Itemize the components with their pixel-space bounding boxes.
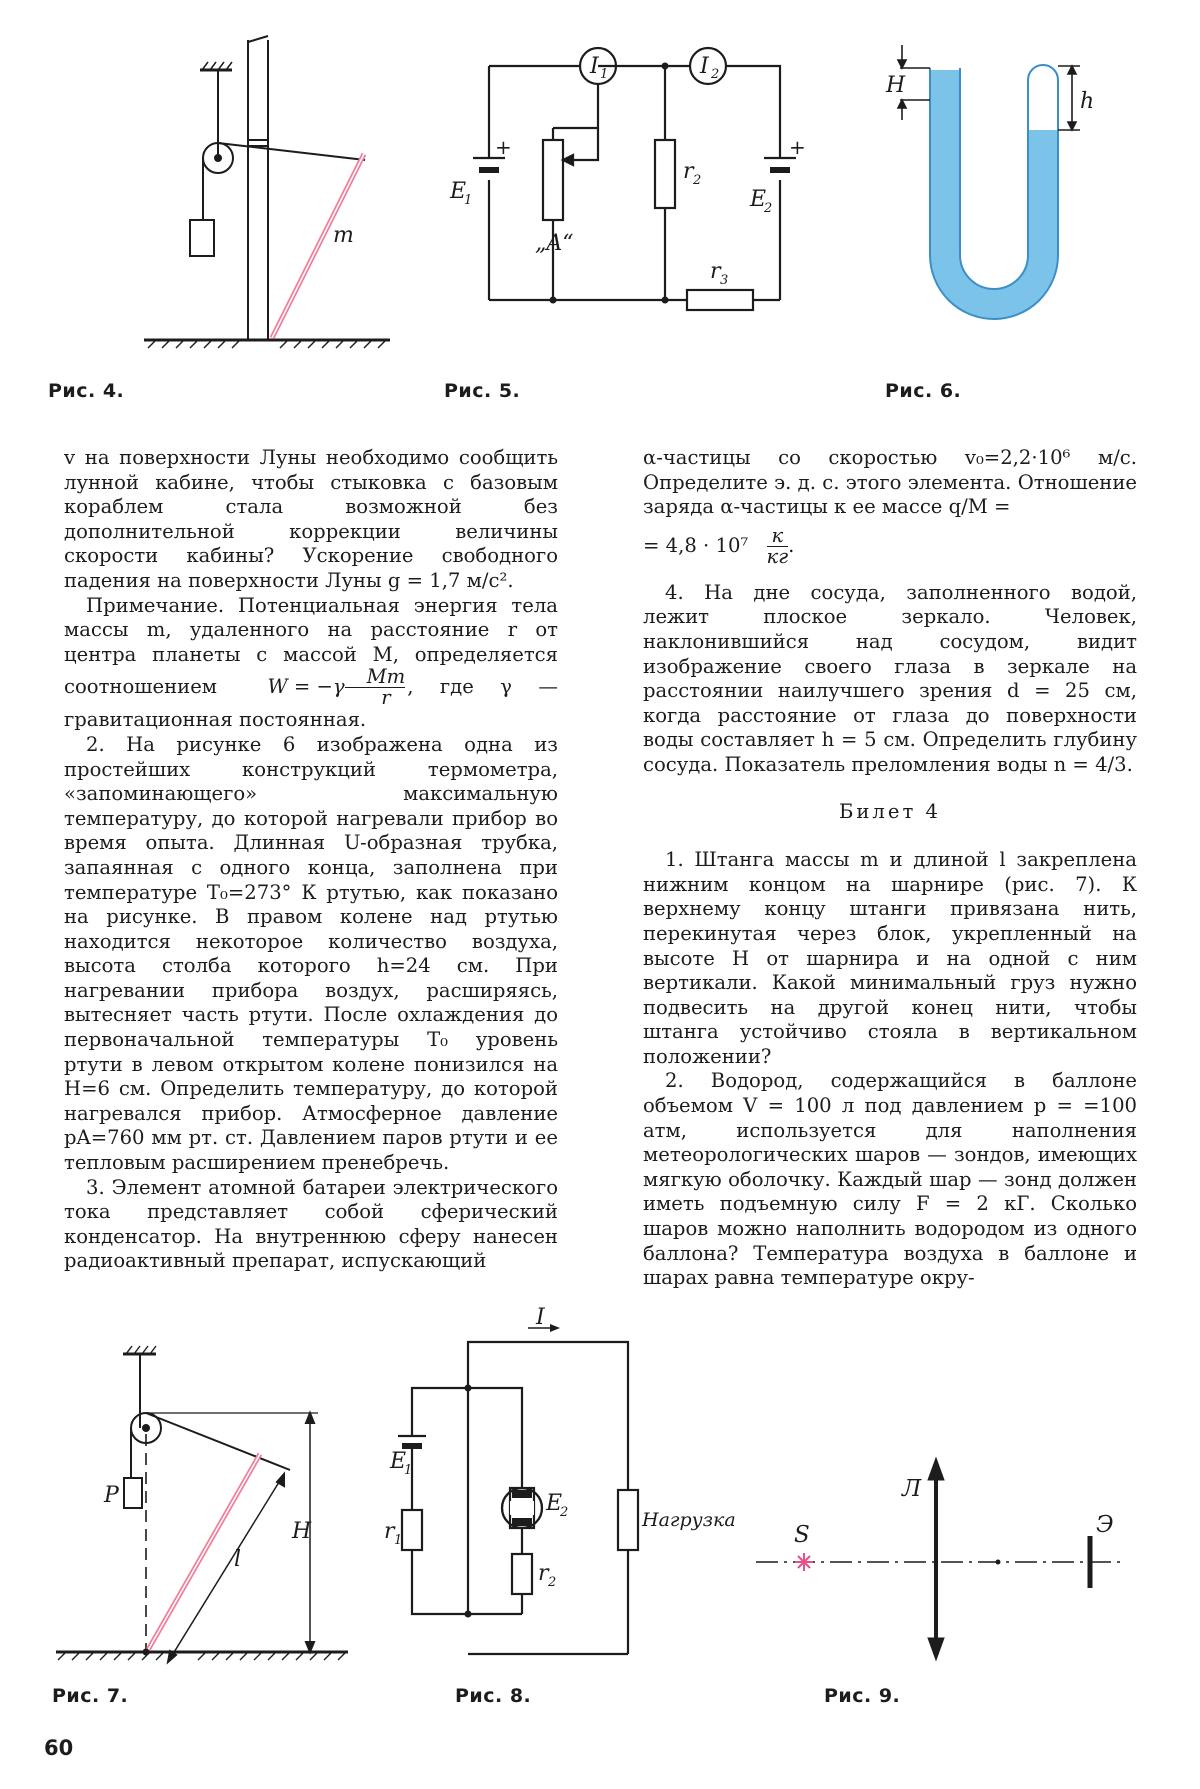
left-paragraph-3: 2. На рисунке 6 изображена одна из простейших конструкций термометра, «запоминающего» максимальную температуру, до которой нагревали прибор во время опыта. Длинная U-образная трубка, запаянная с одного конца, заполнена при температуре T₀=273° К ртутью, как показано на рисунке. В правом колене над ртутью находится некоторое количество воздуха, высота столба которого h=24 см. При нагревании прибора воздух, расширяясь, вытесняет часть ртути. После охлаждения до первоначальной температуры T₀ уровень ртути в левом открытом колене понизился на H=6 см. Определить температуру, до которой нагревался прибор. Атмосферное давление pA=760 мм рт. ст. Давлением паров ртути и ее тепловым расширением пренебречь. (64, 732, 558, 1175)
figure-7-caption: Рис. 7. (52, 1685, 129, 1707)
formula-denominator: r (381, 686, 391, 710)
left-paragraph-2 (64, 594, 558, 733)
fig8-label-load: Нагрузка (642, 1509, 736, 1531)
unit-denominator: кг (766, 544, 789, 568)
fig4-label-m: m (333, 223, 354, 248)
fig9-label-E: Э (1096, 1512, 1114, 1538)
figure-8-caption: Рис. 8. (455, 1685, 532, 1707)
alpha-text: α-частицы со скоростью v₀=2,2·10⁶ м/с. Определите э. д. с. этого элемента. Отношение заряда α-частицы к ее массе q/M = (643, 446, 1137, 519)
fig5-label-E1-sub: 1 (464, 193, 473, 208)
fig5-label-E2: E (750, 187, 767, 212)
fig7-label-P: P (104, 1483, 119, 1508)
unit-numerator: к (767, 526, 789, 547)
fig5-label-A: „A“ (535, 231, 574, 256)
fig8-label-E1: E (390, 1449, 407, 1474)
potential-formula (245, 667, 405, 708)
right-paragraph-4: 2. Водород, содержащийся в баллоне объемом V = 100 л под давлением p = =100 атм, используется для наполнения метеорологических шаров — зондов, имеющих мягкую оболочку. Каждый шар — зонд должен иметь подъемную силу F = 2 кГ. Сколько шаров можно наполнить водородом из одного баллона? Температура воздуха в баллоне и шарах равна температуре окру- (643, 1069, 1137, 1290)
fig5-label-r3: r (710, 259, 721, 284)
fig8-label-r2: r (538, 1561, 549, 1586)
figure-4 (140, 30, 400, 360)
fig8-label-I: I (536, 1305, 545, 1330)
right-column (643, 446, 1137, 1291)
page-number: 60 (44, 1736, 74, 1760)
fig5-plus-E1: + (495, 135, 512, 159)
fig5-label-r2: r (683, 159, 694, 184)
ratio-value: = 4,8 · 10⁷ (643, 533, 749, 557)
fig7-label-l: l (234, 1547, 242, 1572)
fig8-label-E1-sub: 1 (404, 1463, 413, 1478)
figure-7 (48, 1330, 368, 1680)
figure-9 (750, 1450, 1130, 1660)
note-end: , где γ — гравитационная постоянная. (64, 675, 558, 732)
fig5-label-E2-sub: 2 (764, 201, 773, 216)
fig5-label-r3-sub: 3 (720, 273, 729, 288)
figure-8 (370, 1305, 750, 1680)
fig7-label-H: H (292, 1519, 312, 1544)
left-column (64, 446, 558, 1274)
figure-6 (880, 40, 1110, 340)
fig5-label-E1: E (450, 179, 467, 204)
fig8-label-r2-sub: 2 (548, 1575, 557, 1590)
left-paragraph-4: 3. Элемент атомной батареи электрического тока представляет собой сферический конденсатор. На внутреннюю сферу нанесен радиоактивный препарат, испускающий (64, 1175, 558, 1273)
right-paragraph-3: 1. Штанга массы m и длиной l закреплена нижним концом на шарнире (рис. 7). К верхнему концу штанги привязана нить, перекинутая через блок, укрепленный на высоте H от шарнира и на одной с ним вертикали. Какой минимальный груз нужно подвесить на другой конец нити, чтобы штанга устойчиво стояла в вертикальном положении? (643, 848, 1137, 1068)
figure-5 (450, 38, 806, 318)
ticket-heading: Билет 4 (838, 799, 942, 823)
note-text: Примечание. Потенциальная энергия тела массы m, удаленного на расстояние r от центра планеты с массой M, определяется соотношением (64, 593, 558, 699)
right-paragraph-2: 4. На дне сосуда, заполненного водой, лежит плоское зеркало. Человек, наклонившийся над сосудом, видит изображение своего глаза в зеркале на расстоянии наилучшего зрения d = 25 см, когда расстояние от глаза до поверхности воды составляет h = 5 см. Определить глубину сосуда. Показатель преломления воды n = 4/3. (643, 580, 1137, 776)
fig9-label-L: Л (902, 1476, 922, 1502)
figure-4-caption: Рис. 4. (48, 380, 125, 402)
fig8-label-r1: r (384, 1519, 395, 1544)
fig9-label-S: S (794, 1522, 810, 1548)
fig5-label-r2-sub: 2 (693, 173, 702, 188)
fig5-label-I2-sub: 2 (711, 67, 720, 82)
fig8-label-E2: E (546, 1491, 563, 1516)
fig8-label-E2-sub: 2 (560, 1505, 569, 1520)
alpha-ratio-line (643, 523, 795, 568)
fig5-label-I1: I (590, 54, 599, 79)
fig6-label-h: h (1080, 89, 1095, 114)
right-paragraph-1 (643, 446, 1137, 567)
fig5-label-I1-sub: 1 (600, 67, 609, 82)
fig5-label-I2: I (700, 54, 709, 79)
left-paragraph-1: v на поверхности Луны необходимо сообщить лунной кабине, чтобы стыковка с базовым кораблем стала возможной без дополнительной коррекции величины скорости кабины? Ускорение свободного падения на поверхности Луны g = 1,7 м/с². (64, 446, 558, 592)
figure-5-caption: Рис. 5. (444, 380, 521, 402)
fig6-label-H: H (886, 73, 906, 98)
formula-numerator: Mm (345, 667, 406, 688)
figure-6-caption: Рис. 6. (885, 380, 962, 402)
fig8-label-r1-sub: 1 (394, 1533, 403, 1548)
ratio-end: . (788, 533, 795, 557)
fig5-plus-E2: + (789, 135, 806, 159)
formula-W: W = −γ (267, 675, 345, 699)
figure-9-caption: Рис. 9. (824, 1685, 901, 1707)
